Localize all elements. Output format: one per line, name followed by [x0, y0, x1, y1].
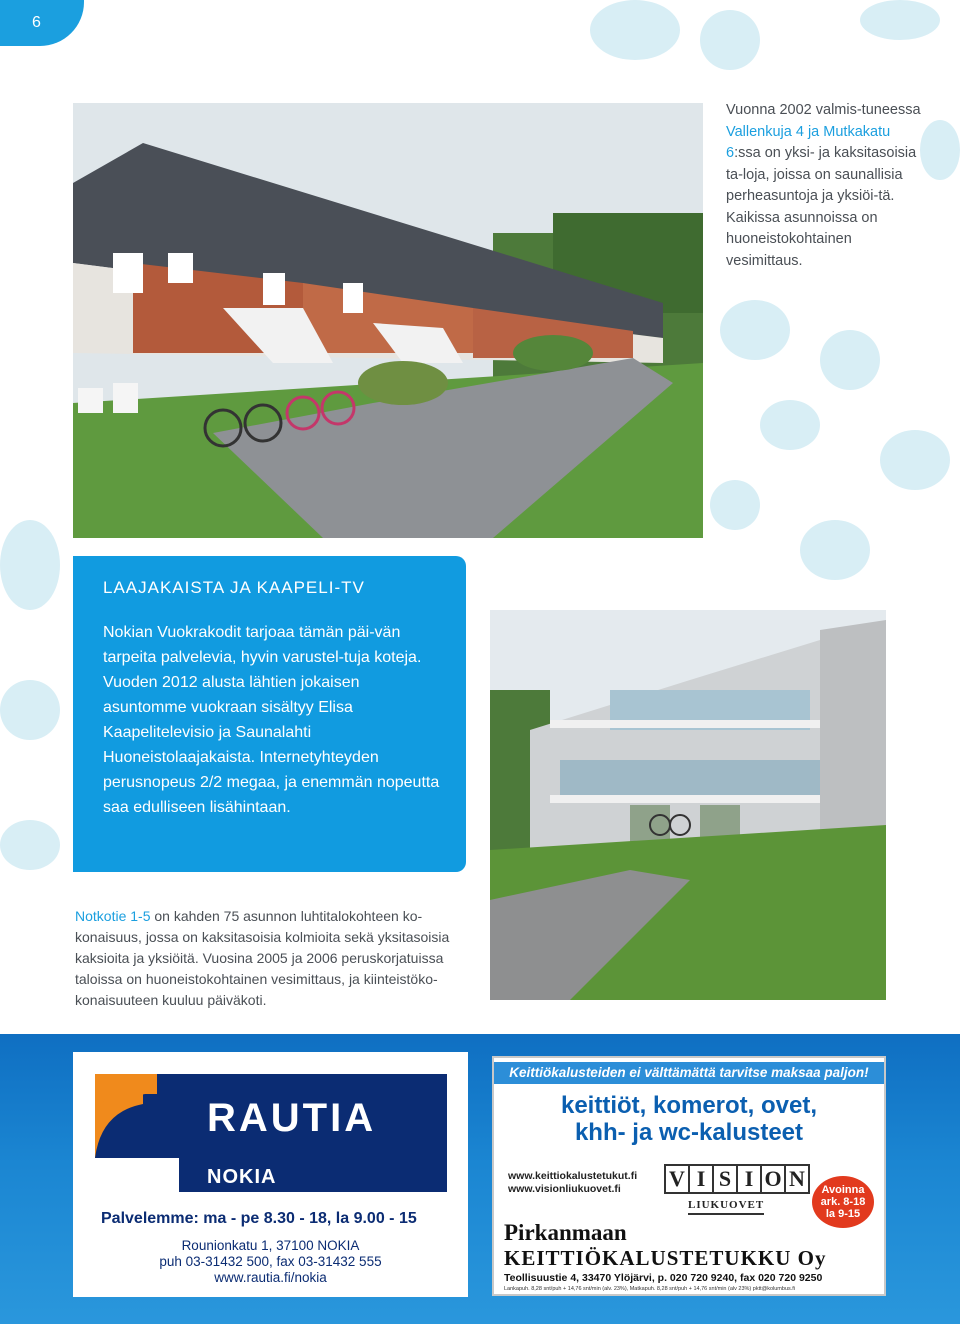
opening-hours-badge — [812, 1176, 874, 1228]
rautia-web-link[interactable]: www.rautia.fi/nokia — [214, 1270, 327, 1285]
vision-liukuovet: LIUKUOVET — [688, 1199, 764, 1215]
decor-dot — [800, 520, 870, 580]
vision-letter: S — [712, 1164, 738, 1194]
rautia-logo — [95, 1074, 447, 1214]
caption-text: Vuonna 2002 valmis-tuneessa — [726, 102, 921, 118]
decor-dot — [880, 430, 950, 490]
vision-letter: I — [736, 1164, 762, 1194]
kitchen-ad-headline-line2: khh- ja wc-kalusteet — [574, 1119, 804, 1146]
decor-dot — [820, 330, 880, 390]
decor-dot — [590, 0, 680, 60]
photo-row-houses — [73, 103, 703, 538]
decor-dot — [710, 480, 760, 530]
caption-row-houses — [726, 100, 926, 272]
decor-dot — [700, 10, 760, 70]
kitchen-ad-headline-line1: keittiöt, komerot, ovet, — [560, 1092, 818, 1119]
rautia-brand: RAUTIA — [207, 1096, 377, 1140]
vision-letter: V — [664, 1164, 690, 1194]
vision-letter: O — [760, 1164, 786, 1194]
rautia-city: NOKIA — [207, 1166, 277, 1188]
photo-apartment-block — [490, 610, 886, 1000]
caption-highlight: Notkotie 1-5 — [75, 908, 151, 924]
caption-notkotie — [75, 906, 470, 1011]
decor-dot — [760, 400, 820, 450]
caption-text: :ssa on yksi- ja kaksitasoisia ta-loja, joissa on saunallisia perheasuntoja ja yksiöi-tä. Kaikissa asunnoissa on huoneistokohtainen vesimittaus. — [726, 145, 917, 269]
decor-dot — [0, 520, 60, 610]
caption-text: on kahden 75 asunnon luhtitalokohteen ko-konaisuus, jossa on kaksitasoisia kolmioita sekä yksitasoisia kaksioita ja yksiöitä. Vuosina 2005 ja 2006 peruskorjatuissa taloissa on huoneistokohtainen vesimittaus, ja kiinteistöko-konaisuuteen kuuluu päiväkoti. — [75, 908, 450, 1008]
kitchen-ad-url-2[interactable]: www.visionliukuovet.fi — [508, 1183, 621, 1195]
decor-dot — [0, 680, 60, 740]
rautia-phone: puh 03-31432 500, fax 03-31432 555 — [159, 1254, 382, 1269]
info-box-body: Nokian Vuokrakodit tarjoaa tämän päi-vän tarpeita palvelevia, hyvin varustel-tuja koteja. Vuoden 2012 alusta lähtien jokaisen asuntomme vuokraan sisältyy Elisa Kaapelitelevisio ja Saunalahti Huoneistolaajakaista. Internetyhteyden perusnopeus 2/2 megaa, ja enemmän nopeutta saa edulliseen lisähintaan. — [103, 624, 440, 816]
kitchen-ad-address: Teollisuustie 4, 33470 Ylöjärvi, p. 020 720 9240, fax 020 720 9250 — [504, 1272, 823, 1284]
rautia-ad[interactable] — [73, 1052, 468, 1297]
page-number: 6 — [32, 14, 41, 31]
decor-dot — [0, 820, 60, 870]
decor-dot — [720, 300, 790, 360]
decor-dot — [920, 120, 960, 180]
info-box-title: LAAJAKAISTA JA KAAPELI-TV — [103, 578, 365, 597]
kitchen-ad-urls — [508, 1170, 637, 1196]
caption-highlight: Vallenkuja 4 ja Mutkakatu 6 — [726, 123, 891, 161]
vision-logo — [664, 1164, 808, 1194]
page-number-tab — [0, 0, 84, 46]
decor-dot — [860, 0, 940, 40]
badge-line: la 9-15 — [825, 1208, 861, 1220]
rautia-logo-mark — [95, 1074, 179, 1158]
badge-line: ark. 8-18 — [820, 1196, 866, 1208]
badge-line: Avoinna — [821, 1184, 865, 1196]
kitchen-ad-company: KEITTIÖKALUSTETUKKU Oy — [504, 1246, 827, 1270]
rautia-address: Rounionkatu 1, 37100 NOKIA — [181, 1238, 360, 1253]
kitchen-ad-footnote: Lankapuh. 8,28 snt/puh + 14,76 snt/min (alv. 23%), Matkapuh. 8,28 snt/puh + 14,76 snt/min (alv 23%) pktt@kolumbus.fi — [504, 1286, 796, 1292]
kitchen-ad-url-1[interactable]: www.keittiokalustetukut.fi — [508, 1170, 638, 1182]
info-box-broadband — [73, 556, 466, 872]
kitchen-furniture-ad[interactable] — [492, 1056, 886, 1296]
kitchen-ad-headline — [494, 1092, 884, 1146]
kitchen-ad-region: Pirkanmaan — [504, 1220, 627, 1245]
kitchen-ad-header: Keittiökalusteiden ei välttämättä tarvitse maksaa paljon! — [494, 1062, 884, 1084]
rautia-opening-hours: Palvelemme: ma - pe 8.30 - 18, la 9.00 - 15 — [101, 1210, 417, 1227]
vision-letter: I — [688, 1164, 714, 1194]
rautia-contact — [73, 1238, 468, 1286]
vision-letter: N — [784, 1164, 810, 1194]
